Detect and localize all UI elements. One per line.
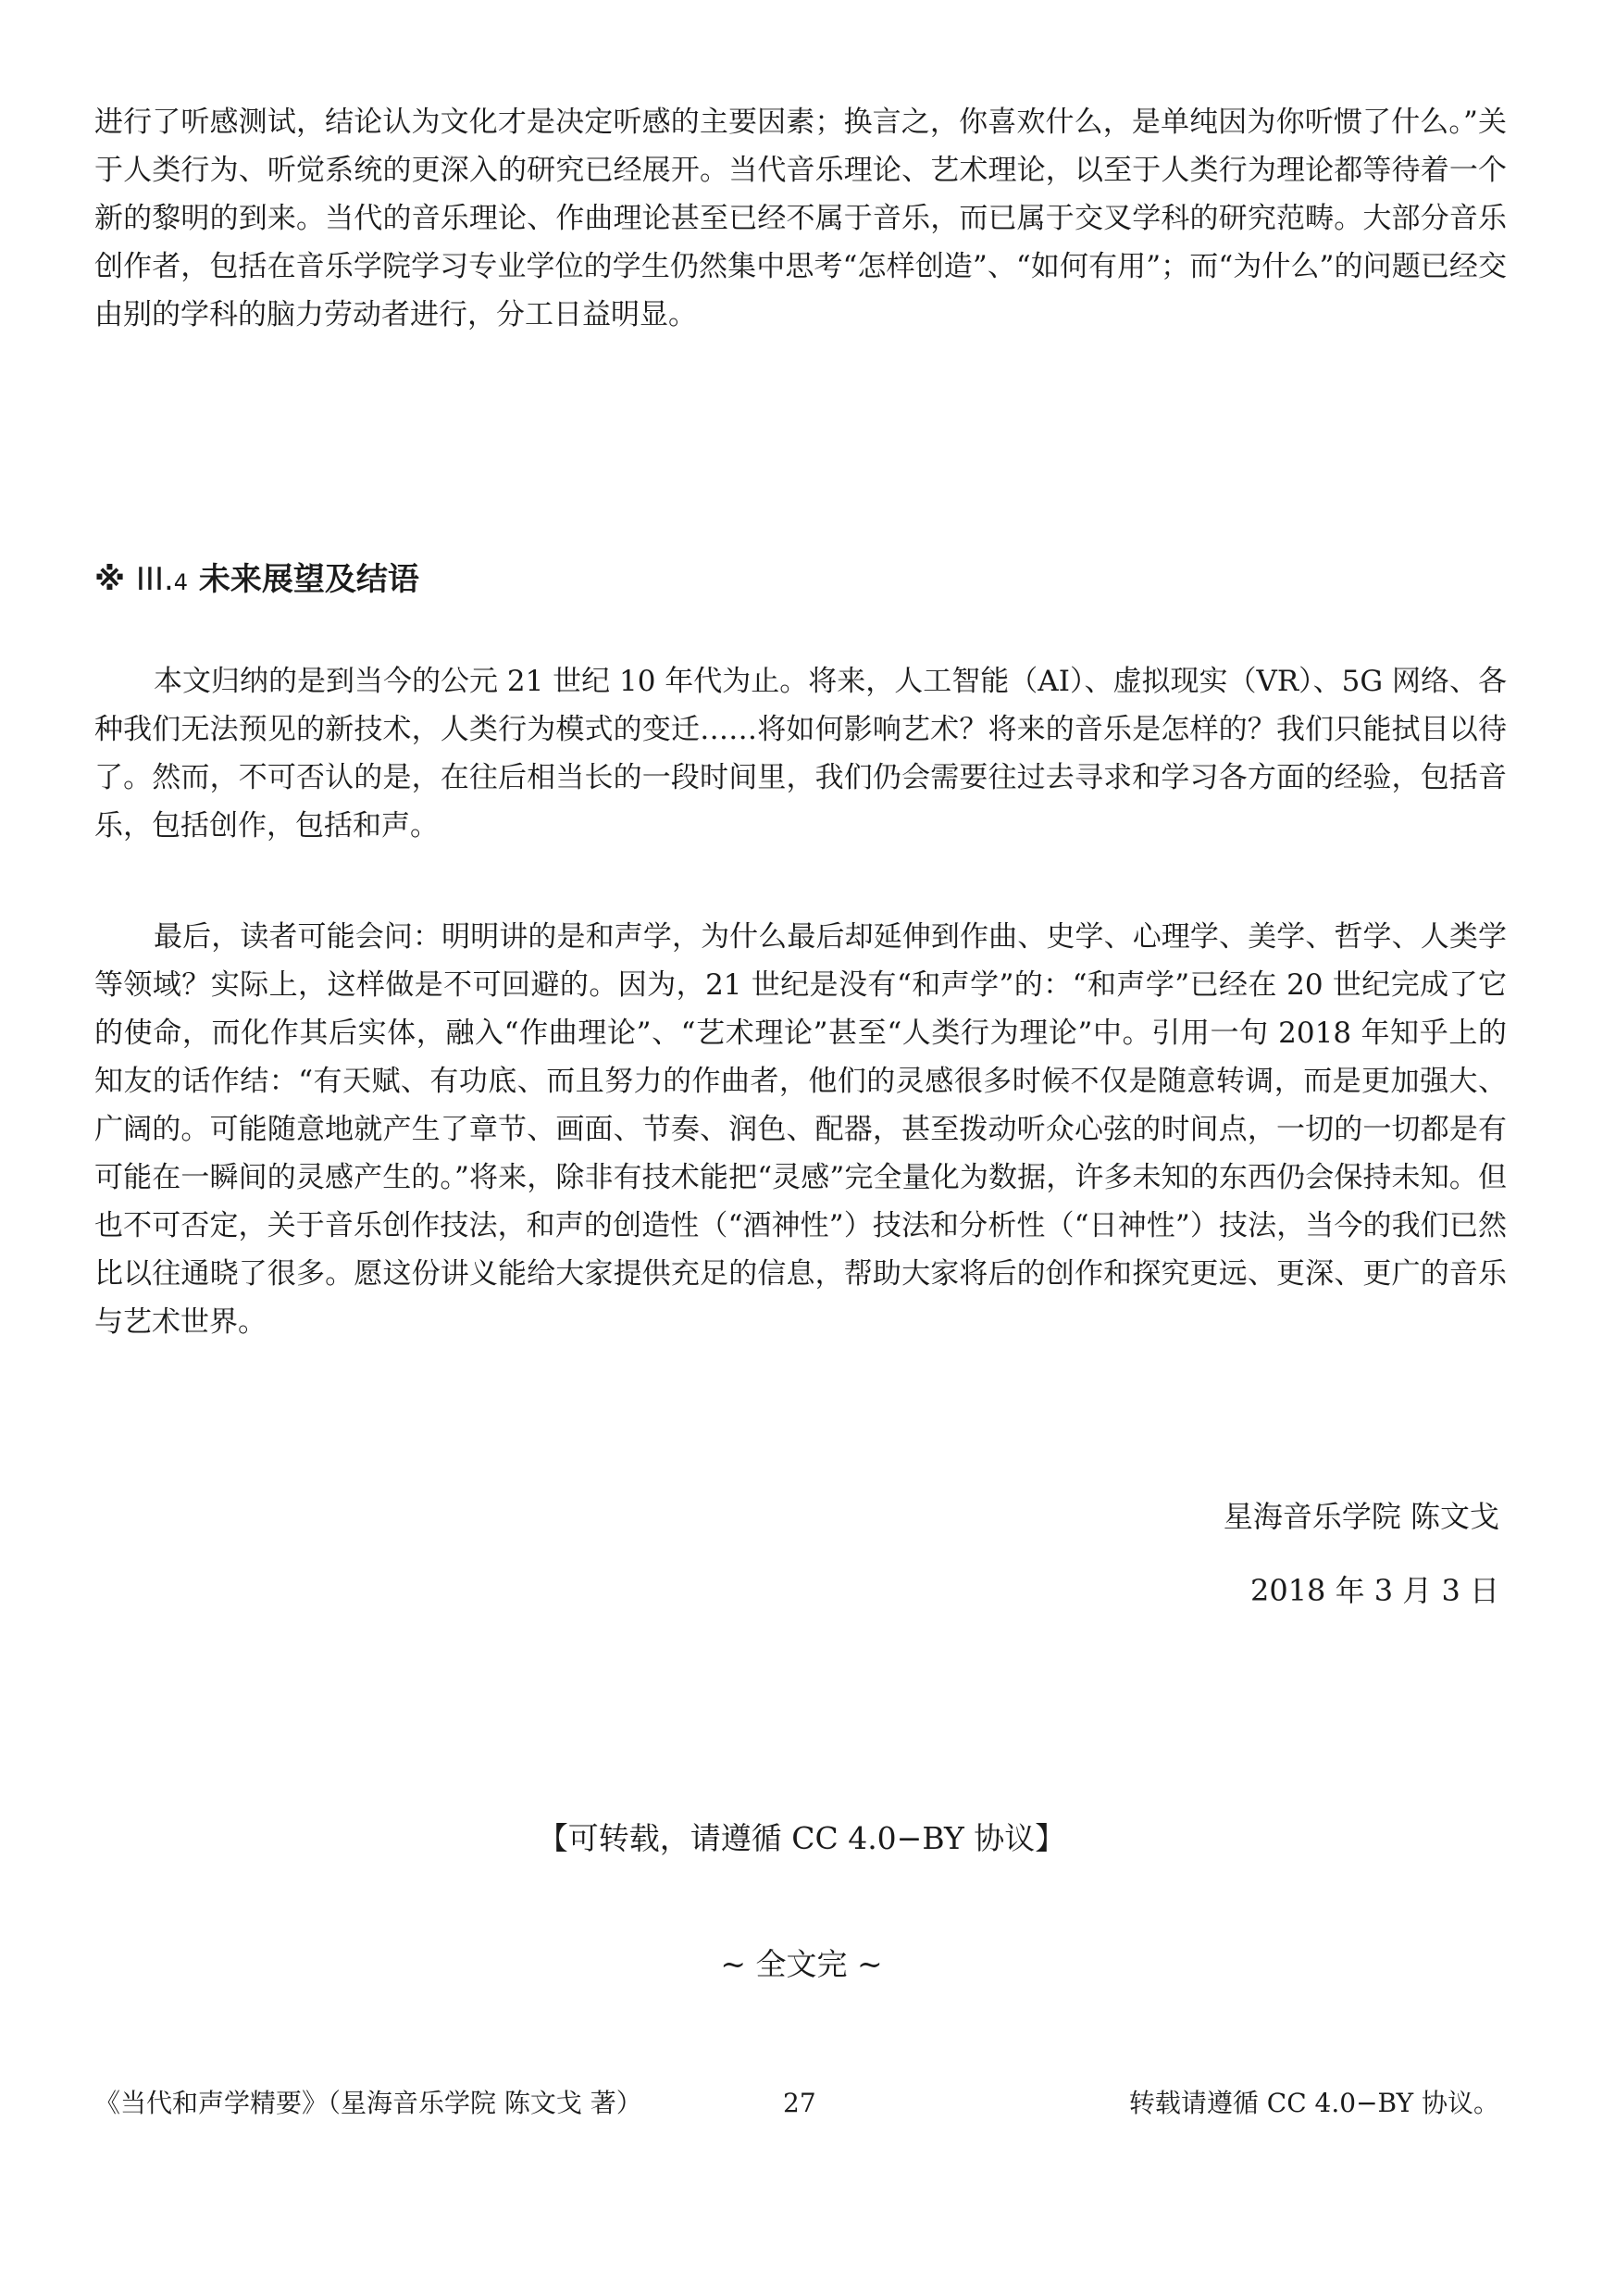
section-mark: ※ [94, 561, 126, 598]
section-number: III.4 [135, 561, 189, 598]
footer-license: 转载请遵循 CC 4.0−BY 协议。 [1128, 2088, 1499, 2118]
section-heading [94, 555, 419, 606]
body-paragraph-2: 最后，读者可能会问：明明讲的是和声学，为什么最后却延伸到作曲、史学、心理学、美学、哲学、人类学等领域？实际上，这样做是不可回避的。因为，21 世纪是没有“和声学”的：“和声学”已经在 20 世纪完成了它的使命，而化作其后实体，融入“作曲理论”、“艺术理论”甚至“人类行为理论”中。引用一句 2018 年知乎上的知友的话作结：“有天赋、有功底、而且努力的作曲者，他们的灵感很多时候不仅是随意转调，而是更加强大、广阔的。可能随意地就产生了章节、画面、节奏、润色、配器，甚至拨动听众心弦的时间点，一切的一切都是有可能在一瞬间的灵感产生的。”将来，除非有技术能把“灵感”完全量化为数据，许多未知的东西仍会保持未知。但也不可否定，关于音乐创作技法，和声的创造性（“酒神性”）技法和分析性（“日神性”）技法，当今的我们已然比以往通晓了很多。愿这份讲义能给大家提供充足的信息，帮助大家将后的创作和探究更远、更深、更广的音乐与艺术世界。 [94, 920, 1507, 1339]
license-notice: 【可转载，请遵循 CC 4.0−BY 协议】 [537, 1820, 1066, 1856]
body-paragraph-continued: 进行了听感测试，结论认为文化才是决定听感的主要因素；换言之，你喜欢什么，是单纯因为你听惯了什么。”关于人类行为、听觉系统的更深入的研究已经展开。当代音乐理论、艺术理论，以至于人类行为理论都等待着一个新的黎明的到来。当代的音乐理论、作曲理论甚至已经不属于音乐，而已属于交叉学科的研究范畴。大部分音乐创作者，包括在音乐学院学习专业学位的学生仍然集中思考“怎样创造”、“如何有用”；而“为什么”的问题已经交由别的学科的脑力劳动者进行，分工日益明显。 [94, 106, 1507, 331]
body-paragraph-1: 本文归纳的是到当今的公元 21 世纪 10 年代为止。将来，人工智能（AI）、虚拟现实（VR）、5G 网络、各种我们无法预见的新技术，人类行为模式的变迁……将如何影响艺术？将来的音乐是怎样的？我们只能拭目以待了。然而，不可否认的是，在往后相当长的一段时间里，我们仍会需要往过去寻求和学习各方面的经验，包括音乐，包括创作，包括和声。 [94, 665, 1508, 842]
footer-page-number: 27 [783, 2088, 816, 2118]
footer-book-title: 《当代和声学精要》（星海音乐学院 陈文戈 著） [94, 2088, 642, 2118]
end-mark: ~ 全文完 ~ [720, 1946, 883, 1982]
signature-author: 星海音乐学院 陈文戈 [1223, 1499, 1499, 1534]
section-title: 未来展望及结语 [198, 561, 419, 598]
signature-date: 2018 年 3 月 3 日 [1249, 1573, 1499, 1608]
